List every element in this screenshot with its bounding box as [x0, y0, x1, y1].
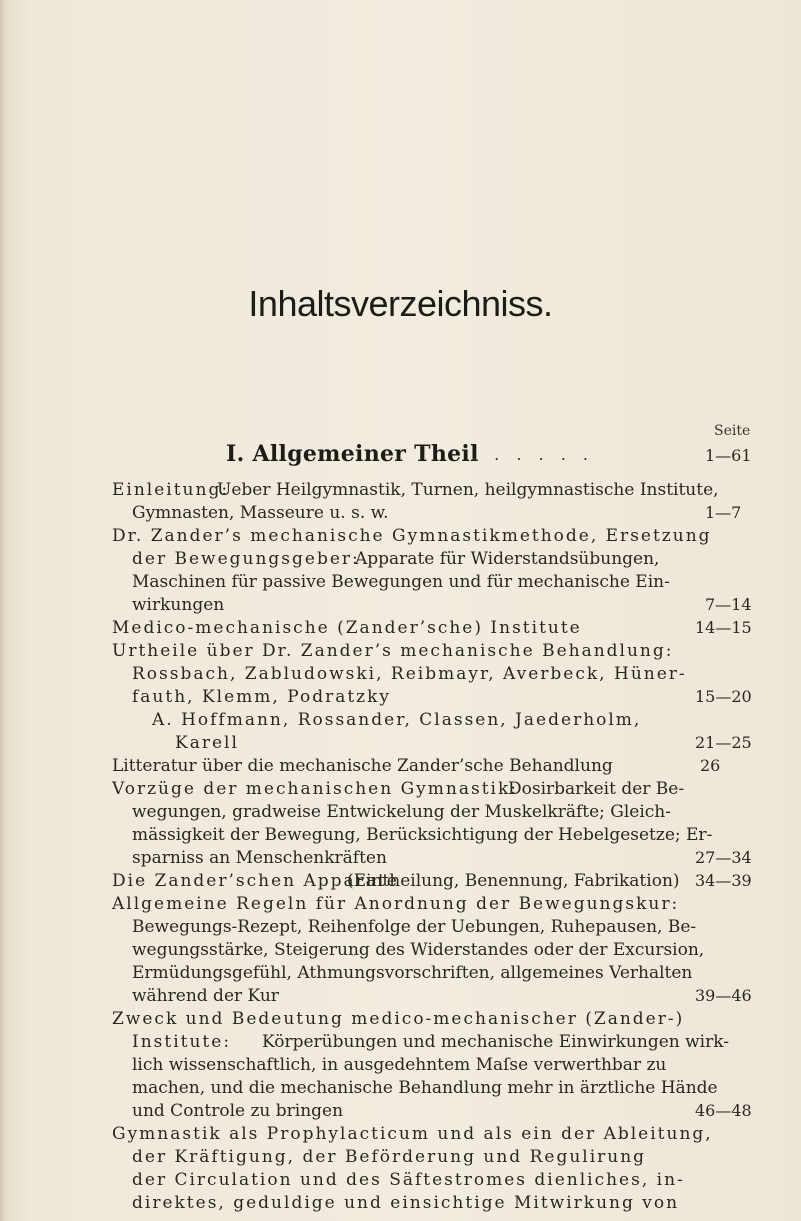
toc-entry-line: Gymnasten, Masseure u. s. w.: [132, 503, 389, 523]
toc-entry-pages: 39—46: [695, 986, 752, 1005]
toc-entry-heading: Urtheile über Dr. Zander’s mechanische Behandlung:: [112, 641, 674, 661]
toc-entry-heading: A. Hoffmann, Rossander, Classen, Jaederholm,: [152, 710, 642, 730]
toc-entry-pages: 34—39: [695, 871, 752, 890]
toc-entry-pages: 15—20: [695, 687, 752, 706]
toc-entry-pages: 27—34: [695, 848, 752, 867]
toc-entry-pages: 14—15: [695, 618, 752, 637]
toc-entry-line: Ermüdungsgefühl, Athmungsvorschriften, allgemeines Verhalten: [132, 963, 693, 983]
toc-entry-line: Ueber Heilgymnastik, Turnen, heilgymnastische Institute,: [217, 480, 719, 500]
page-column-header: Seite: [714, 423, 751, 439]
toc-entry-line: sparniss an Menschenkräften: [132, 848, 387, 868]
toc-entry-line: während der Kur: [132, 986, 279, 1006]
toc-entry-line: fauth, Klemm, Podratzky: [132, 687, 392, 707]
toc-entry-heading: Gymnastik als Prophylacticum und als ein der Ableitung,: [112, 1124, 713, 1144]
toc-entry-line: Institute:: [132, 1032, 232, 1052]
toc-entry-line: der Circulation und des Säftestromes dienliches, in-: [132, 1170, 685, 1190]
toc-entry-pages: 26: [700, 756, 721, 775]
toc-entry-heading: Medico-mechanische (Zander’sche) Institute: [112, 618, 582, 638]
section-page-range: 1—61: [705, 446, 752, 465]
toc-entry-line: lich wissenschaftlich, in ausgedehntem Maſse verwerthbar zu: [132, 1055, 667, 1075]
toc-entry-line: (Eintheilung, Benennung, Fabrikation): [347, 871, 680, 891]
toc-entry-line: Karell: [175, 733, 239, 753]
toc-entry-line: und Controle zu bringen: [132, 1101, 344, 1121]
toc-entry-pages: 7—14: [705, 595, 752, 614]
toc-entry-pages: 21—25: [695, 733, 752, 752]
toc-entry-heading: Dr. Zander’s mechanische Gymnastikmethode, Ersetzung: [112, 526, 712, 546]
toc-entry-line: Maschinen für passive Bewegungen und für mechanische Ein-: [132, 572, 670, 592]
toc-entry-line: machen, und die mechanische Behandlung mehr in ärztliche Hände: [132, 1078, 718, 1098]
toc-entry-line: wirkungen: [132, 595, 225, 615]
toc-entry-line: wegungsstärke, Steigerung des Widerstandes oder der Excursion,: [132, 940, 705, 960]
toc-entry-heading: Einleitung:: [112, 480, 230, 500]
toc-entry-line: Bewegungs-Rezept, Reihenfolge der Uebungen, Ruhepausen, Be-: [132, 917, 697, 937]
section-label: I. Allgemeiner Theil: [226, 441, 479, 467]
toc-entry-line: mässigkeit der Bewegung, Berücksichtigung der Hebelgesetze; Er-: [132, 825, 713, 845]
section-leader-dots: . . . . . .: [472, 445, 594, 464]
toc-entry-line: Rossbach, Zabludowski, Reibmayr, Averbeck, Hüner-: [132, 664, 687, 684]
toc-entry-heading: Die Zander’schen Apparate: [112, 871, 399, 891]
toc-entry-heading: Vorzüge der mechanischen Gymnastik:: [112, 779, 518, 799]
toc-entry-pages: 46—48: [695, 1101, 752, 1120]
toc-entry-line: direktes, geduldige und einsichtige Mitwirkung von: [132, 1193, 680, 1213]
toc-entry-heading: Litteratur über die mechanische Zander’sche Behandlung: [112, 756, 613, 776]
toc-entry-heading: Zweck und Bedeutung medico-mechanischer (Zander-): [112, 1009, 685, 1029]
toc-entry-line: Körperübungen und mechanische Einwirkungen wirk-: [262, 1032, 729, 1052]
toc-entry-line: Dosirbarkeit der Be-: [508, 779, 685, 799]
toc-entry-line: der Kräftigung, der Beförderung und Regulirung: [132, 1147, 647, 1167]
toc-entry-pages: 1—7: [705, 503, 742, 522]
page-title: Inhaltsverzeichniss.: [248, 283, 553, 324]
section-heading: [0, 441, 801, 471]
toc-entry-line: Apparate für Widerstandsübungen,: [355, 549, 660, 569]
toc-entry-line: wegungen, gradweise Entwickelung der Muskelkräfte; Gleich-: [132, 802, 671, 822]
toc-entry-heading: Allgemeine Regeln für Anordnung der Bewegungskur:: [112, 894, 680, 914]
toc-entry-line: der Bewegungsgeber:: [132, 549, 360, 569]
